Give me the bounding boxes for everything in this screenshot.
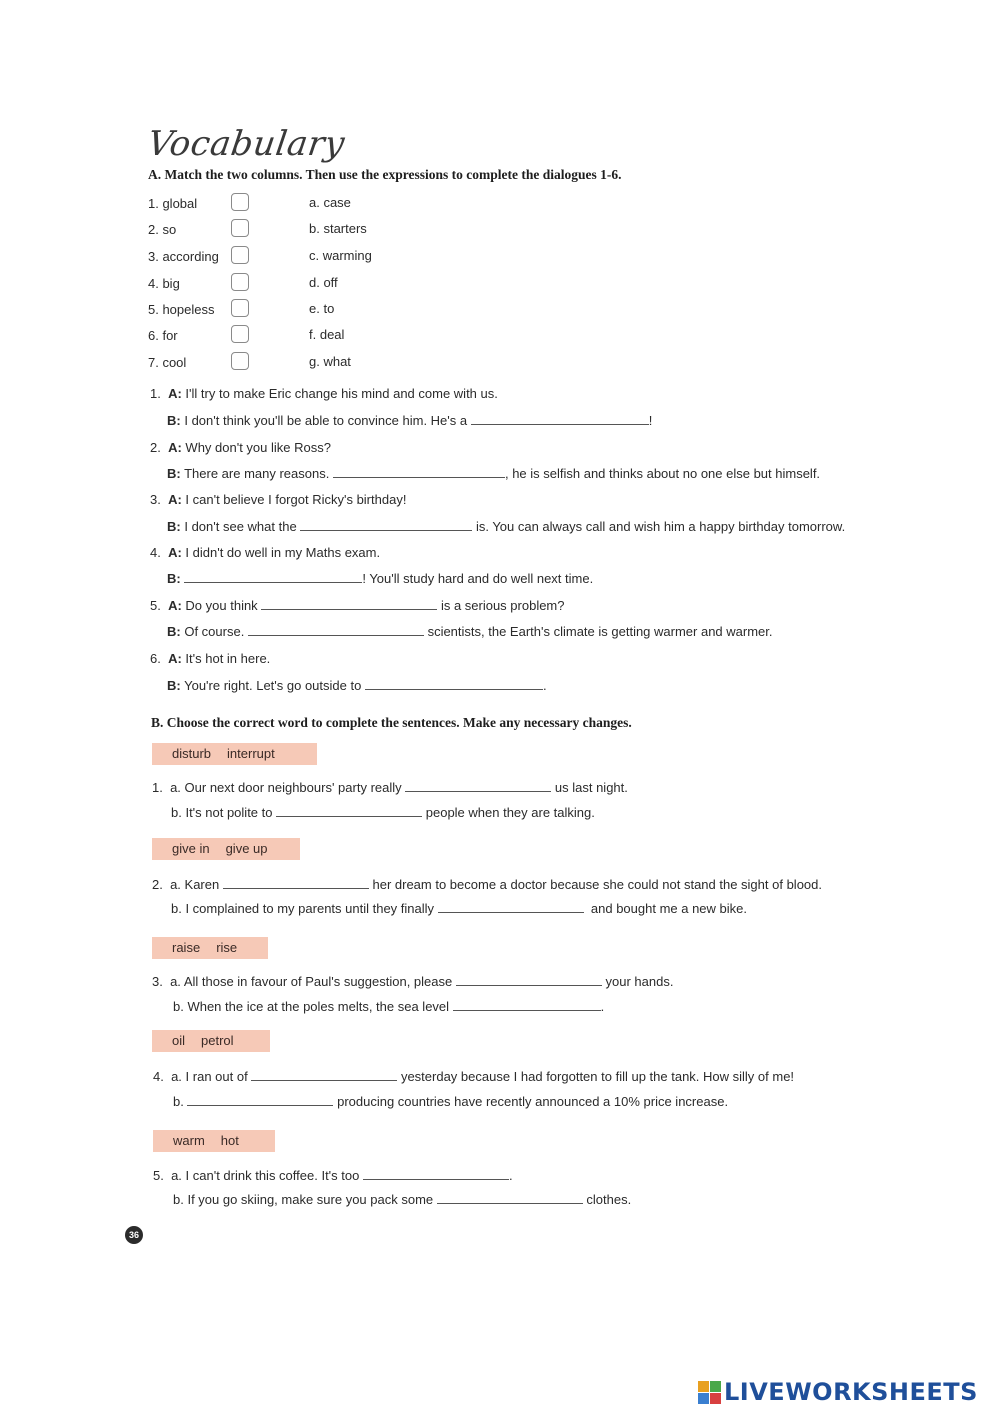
- match-right-item: f. deal: [309, 327, 345, 342]
- match-answer-box[interactable]: [231, 246, 249, 264]
- dialogue-5-b: B: Of course. scientists, the Earth's climate is getting warmer and warmer.: [167, 624, 773, 639]
- liveworksheets-logo[interactable]: [698, 1378, 978, 1406]
- exercise-b-4a: 4. a. I ran out of yesterday because I had forgotten to fill up the tank. How silly of me!: [153, 1069, 795, 1084]
- answer-blank[interactable]: [405, 779, 551, 792]
- match-left-item: 5. hopeless: [148, 302, 215, 317]
- answer-blank[interactable]: [300, 518, 472, 531]
- match-right-item: a. case: [309, 195, 351, 210]
- dialogue-4-a: 4. A: I didn't do well in my Maths exam.: [150, 545, 381, 560]
- exercise-b-5a: 5. a. I can't drink this coffee. It's too .: [153, 1168, 513, 1183]
- match-left-item: 3. according: [148, 249, 219, 264]
- dialogue-6-b: B: You're right. Let's go outside to .: [167, 678, 547, 693]
- page-number: 36: [125, 1226, 143, 1244]
- match-answer-box[interactable]: [231, 325, 249, 343]
- answer-blank[interactable]: [251, 1068, 397, 1081]
- page-title: Vocabulary: [145, 124, 348, 164]
- word-box: raise rise: [152, 937, 268, 959]
- answer-blank[interactable]: [363, 1167, 509, 1180]
- dialogue-6-a: 6. A: It's hot in here.: [150, 651, 271, 666]
- dialogue-1-b: B: I don't think you'll be able to convince him. He's a !: [167, 413, 653, 428]
- section-a-instruction: A. Match the two columns. Then use the expressions to complete the dialogues 1-6.: [148, 167, 622, 182]
- match-answer-box[interactable]: [231, 219, 249, 237]
- exercise-b-3b: b. When the ice at the poles melts, the sea level .: [173, 999, 605, 1014]
- exercise-b-2a: 2. a. Karen her dream to become a doctor because she could not stand the sight of blood.: [152, 877, 822, 892]
- dialogue-3-a: 3. A: I can't believe I forgot Ricky's birthday!: [150, 492, 407, 507]
- exercise-b-4b: b. producing countries have recently announced a 10% price increase.: [173, 1094, 729, 1109]
- section-b-instruction: B. Choose the correct word to complete the sentences. Make any necessary changes.: [151, 715, 632, 730]
- match-right-item: b. starters: [309, 221, 367, 236]
- exercise-b-3a: 3. a. All those in favour of Paul's suggestion, please your hands.: [152, 974, 674, 989]
- logo-mark-icon: [698, 1381, 721, 1404]
- match-answer-box[interactable]: [231, 193, 249, 211]
- word-box: warm hot: [153, 1130, 275, 1152]
- match-left-item: 1. global: [148, 196, 198, 211]
- match-left-item: 4. big: [148, 276, 180, 291]
- dialogue-2-a: 2. A: Why don't you like Ross?: [150, 440, 331, 455]
- match-right-item: c. warming: [309, 248, 372, 263]
- match-right-item: g. what: [309, 354, 351, 369]
- answer-blank[interactable]: [184, 570, 362, 583]
- answer-blank[interactable]: [276, 804, 422, 817]
- dialogue-3-b: B: I don't see what the is. You can always call and wish him a happy birthday tomorrow.: [167, 519, 846, 534]
- exercise-b-1b: b. It's not polite to people when they are talking.: [171, 805, 595, 820]
- answer-blank[interactable]: [187, 1093, 333, 1106]
- answer-blank[interactable]: [471, 412, 649, 425]
- match-right-item: e. to: [309, 301, 335, 316]
- brand-name: LIVEWORKSHEETS: [724, 1378, 978, 1406]
- answer-blank[interactable]: [437, 1191, 583, 1204]
- match-left-item: 2. so: [148, 222, 177, 237]
- match-left-item: 6. for: [148, 328, 178, 343]
- dialogue-4-b: B: ! You'll study hard and do well next time.: [167, 571, 594, 586]
- dialogue-5-a: 5. A: Do you think is a serious problem?: [150, 598, 565, 613]
- match-answer-box[interactable]: [231, 352, 249, 370]
- exercise-b-2b: b. I complained to my parents until they finally and bought me a new bike.: [171, 901, 747, 916]
- answer-blank[interactable]: [438, 900, 584, 913]
- dialogue-1-a: 1. A: I'll try to make Eric change his mind and come with us.: [150, 386, 498, 401]
- match-right-item: d. off: [309, 275, 338, 290]
- answer-blank[interactable]: [223, 876, 369, 889]
- match-answer-box[interactable]: [231, 273, 249, 291]
- answer-blank[interactable]: [456, 973, 602, 986]
- answer-blank[interactable]: [248, 623, 424, 636]
- exercise-b-1a: 1. a. Our next door neighbours' party really us last night.: [152, 780, 628, 795]
- answer-blank[interactable]: [453, 998, 601, 1011]
- answer-blank[interactable]: [333, 465, 505, 478]
- match-left-item: 7. cool: [148, 355, 187, 370]
- dialogue-2-b: B: There are many reasons. , he is selfish and thinks about no one else but himself.: [167, 466, 821, 481]
- word-box: give in give up: [152, 838, 300, 860]
- answer-blank[interactable]: [365, 677, 543, 690]
- word-box: oil petrol: [152, 1030, 270, 1052]
- word-box: disturb interrupt: [152, 743, 317, 765]
- exercise-b-5b: b. If you go skiing, make sure you pack some clothes.: [173, 1192, 632, 1207]
- match-answer-box[interactable]: [231, 299, 249, 317]
- answer-blank[interactable]: [261, 597, 437, 610]
